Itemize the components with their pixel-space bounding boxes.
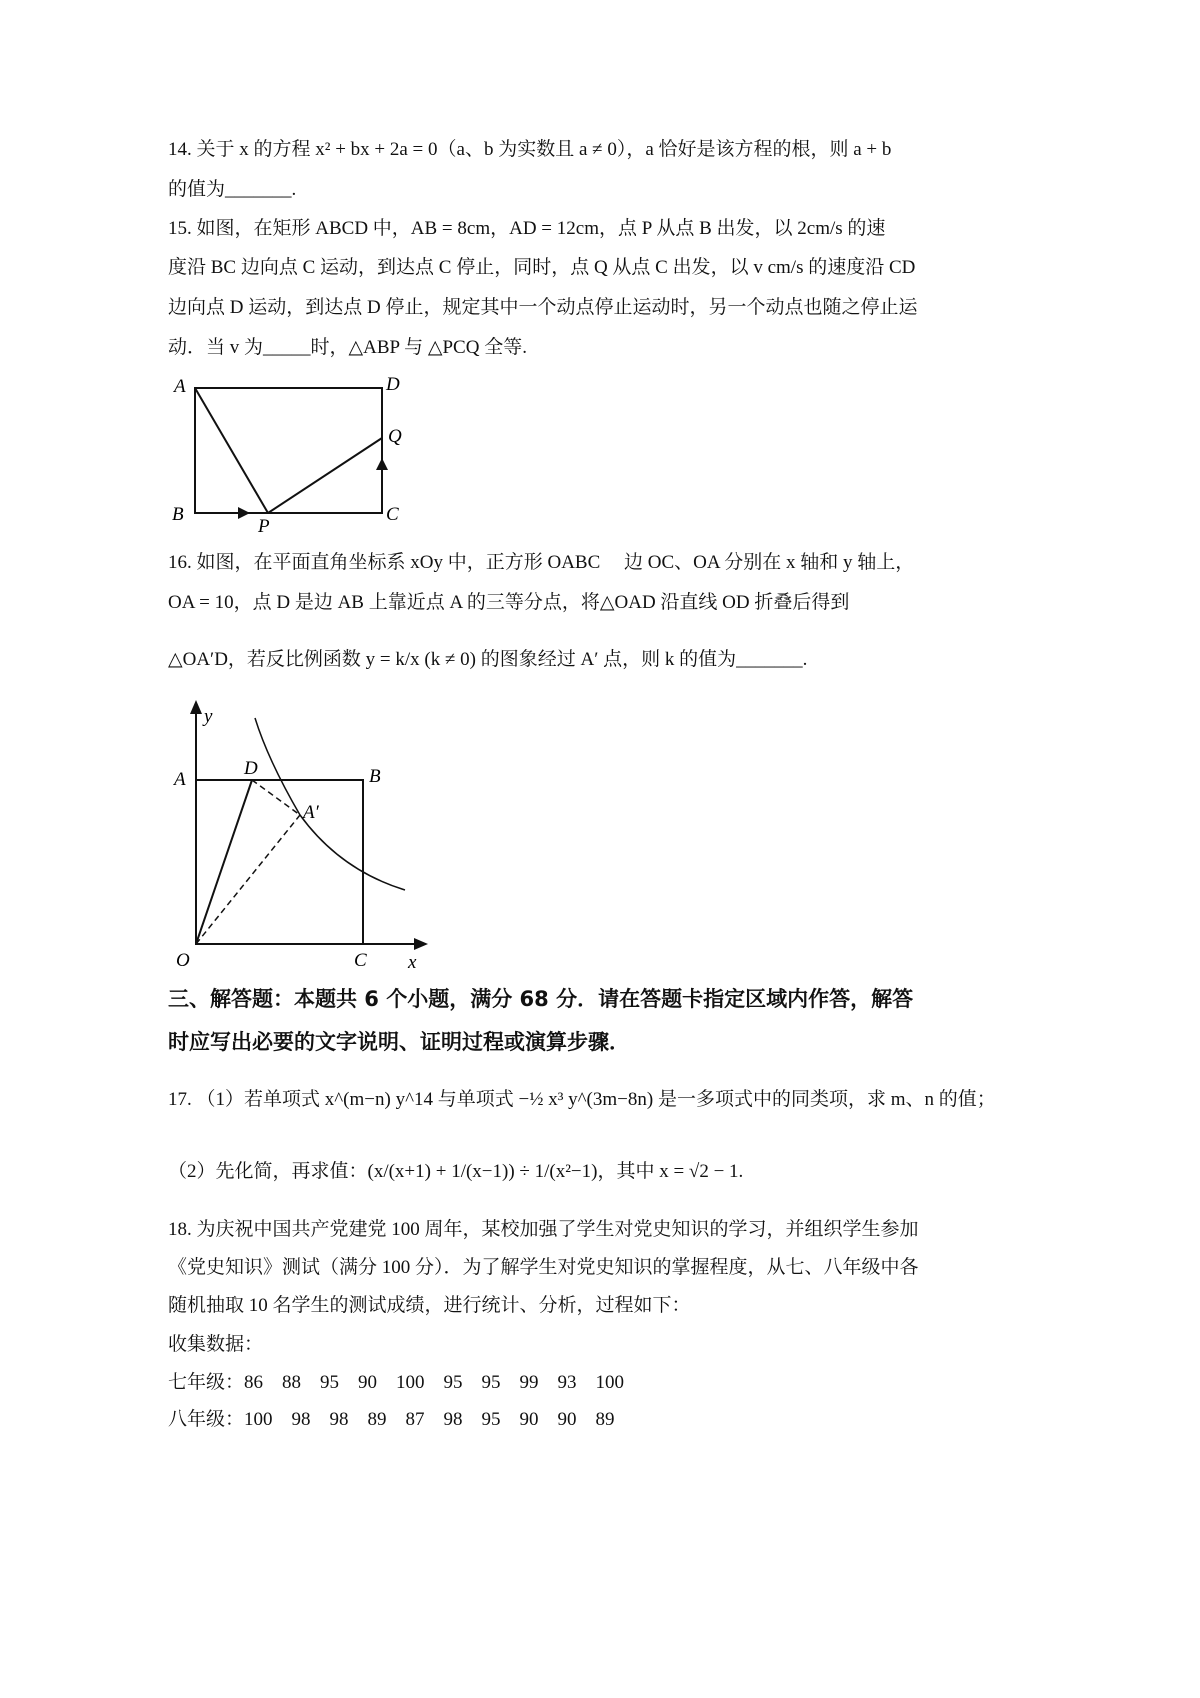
y-axis-arrow-icon [190,700,202,714]
label-A: A [174,376,186,397]
label-Q: Q [388,426,402,447]
q16-line1: 16. 如图，在平面直角坐标系 xOy 中，正方形 OABC 边 OC、OA 分别在 x 轴和 y 轴上， [168,552,915,573]
q15-line2: 度沿 BC 边向点 C 运动，到达点 C 停止，同时，点 Q 从点 C 出发，以 v cm/s 的速度沿 CD [168,257,916,278]
q17-part2: （2）先化简，再求值：(x/(x+1) + 1/(x−1)) ÷ 1/(x²−1)，其中 x = √2 − 1. [168,1161,744,1182]
arrow-up-icon [376,458,388,470]
figure-15-rectangle [195,388,382,513]
label-B: B [369,766,381,787]
axis-y-label: y [204,706,213,727]
label-D: D [244,758,258,779]
figure-16-axes [196,712,418,944]
label-C: C [386,504,399,525]
q16-line3: △OA′D，若反比例函数 y = k/x (k ≠ 0) 的图象经过 A′ 点，则 k 的值为_______. [168,649,808,670]
label-A: A [174,769,186,790]
q16-line2: OA = 10，点 D 是边 AB 上靠近点 A 的三等分点，将△OAD 沿直线 OD 折叠后得到 [168,592,850,613]
arrow-right-icon [238,507,250,519]
x-axis-arrow-icon [414,938,428,950]
section-heading-1: 三、解答题：本题共 6 个小题，满分 68 分．请在答题卡指定区域内作答，解答 [168,987,914,1011]
label-O: O [176,950,190,971]
q18-line1: 18. 为庆祝中国共产党建党 100 周年，某校加强了学生对党史知识的学习，并组织学生参加 [168,1219,919,1240]
q17-part1: 17. （1）若单项式 x^(m−n) y^14 与单项式 −½ x³ y^(3m−8n) 是一多项式中的同类项，求 m、n 的值； [168,1089,996,1110]
q14-line2: 的值为_______. [168,179,297,200]
grade7-scores: 七年级：86 88 95 90 100 95 95 99 93 100 [168,1372,625,1393]
label-A-prime: A′ [303,802,319,823]
label-B: B [172,504,184,525]
q15-line4: 动．当 v 为_____时，△ABP 与 △PCQ 全等. [168,337,527,358]
label-P: P [258,516,270,537]
section-heading-2: 时应写出必要的文字说明、证明过程或演算步骤． [168,1030,630,1054]
q15-line3: 边向点 D 运动，到达点 D 停止，规定其中一个动点停止运动时，另一个动点也随之停止运 [168,297,918,318]
label-D: D [386,374,400,395]
q15-line1: 15. 如图，在矩形 ABCD 中，AB = 8cm，AD = 12cm，点 P 从点 B 出发，以 2cm/s 的速 [168,218,886,239]
axis-x-label: x [408,952,417,973]
label-C: C [354,950,367,971]
q18-line2: 《党史知识》测试（满分 100 分）．为了解学生对党史知识的掌握程度，从七、八年级中各 [168,1257,919,1278]
collect-data-label: 收集数据： [168,1334,264,1355]
grade8-scores: 八年级：100 98 98 89 87 98 95 90 90 89 [168,1409,615,1430]
q18-line3: 随机抽取 10 名学生的测试成绩，进行统计、分析，过程如下： [168,1295,691,1316]
q14-line1: 14. 关于 x 的方程 x² + bx + 2a = 0（a、b 为实数且 a ≠ 0），a 恰好是该方程的根，则 a + b [168,139,892,160]
